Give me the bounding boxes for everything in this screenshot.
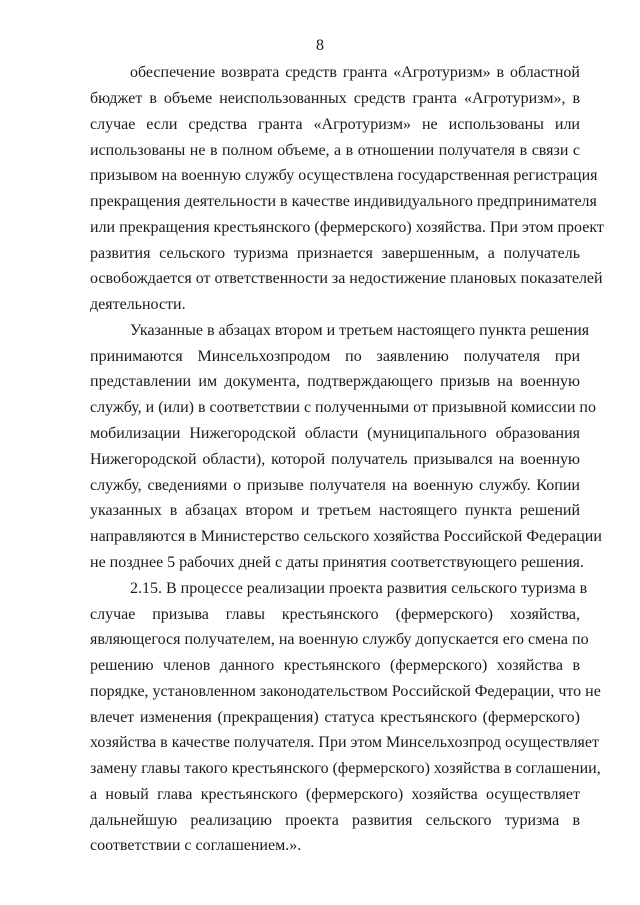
text-line: представлении им документа, подтверждающего призыв на военную xyxy=(90,373,580,390)
text-line: указанных в абзацах втором и третьем настоящего пункта решений xyxy=(90,502,580,519)
text-line: случае призыва главы крестьянского (фермерского) хозяйства, xyxy=(90,606,580,623)
text-line: службу, и (или) в соответствии с полученными от призывной комиссии по xyxy=(90,399,596,416)
text-line: или прекращения крестьянского (фермерского) хозяйства. При этом проект xyxy=(90,219,604,236)
text-line: являющегося получателем, на военную службу допускается его смена по xyxy=(90,631,589,648)
text-line: 2.15. В процессе реализации проекта развития сельского туризма в xyxy=(130,580,588,597)
text-line: освобождается от ответственности за недостижение плановых показателей xyxy=(90,270,603,287)
text-line: деятельности. xyxy=(90,296,186,313)
text-line: дальнейшую реализацию проекта развития сельского туризма в xyxy=(90,812,580,829)
text-line: направляются в Министерство сельского хозяйства Российской Федерации xyxy=(90,528,602,545)
text-line: соответствии с соглашением.». xyxy=(90,837,302,854)
text-line: случае если средства гранта «Агротуризм» не использованы или xyxy=(90,116,580,133)
text-line: Нижегородской области), которой получатель призывался на военную xyxy=(90,451,580,468)
text-line: Указанные в абзацах втором и третьем настоящего пункта решения xyxy=(130,322,590,339)
text-line: службу, сведениями о призыве получателя на военную службу. Копии xyxy=(90,477,580,494)
page-number: 8 xyxy=(316,37,324,54)
text-line: прекращения деятельности в качестве индивидуального предпринимателя xyxy=(90,193,597,210)
text-line: а новый глава крестьянского (фермерского) хозяйства осуществляет xyxy=(90,786,580,803)
text-line: решению членов данного крестьянского (фермерского) хозяйства в xyxy=(90,657,580,674)
text-line: не позднее 5 рабочих дней с даты принятия соответствующего решения. xyxy=(90,554,584,571)
text-line: развития сельского туризма признается завершенным, а получатель xyxy=(90,245,580,262)
text-line: принимаются Минсельхозпродом по заявлению получателя при xyxy=(90,348,580,365)
text-line: влечет изменения (прекращения) статуса крестьянского (фермерского) xyxy=(90,709,580,726)
text-line: замену главы такого крестьянского (фермерского) хозяйства в соглашении, xyxy=(90,760,601,777)
text-line: обеспечение возврата средств гранта «Агротуризм» в областной xyxy=(130,64,580,81)
text-line: бюджет в объеме неиспользованных средств гранта «Агротуризм», в xyxy=(90,90,580,107)
text-line: призывом на военную службу осуществлена государственная регистрация xyxy=(90,167,598,184)
text-line: порядке, установленном законодательством Российской Федерации, что не xyxy=(90,683,601,700)
text-line: мобилизации Нижегородской области (муниципального образования xyxy=(90,425,580,442)
text-line: использованы не в полном объеме, а в отношении получателя в связи с xyxy=(90,142,580,159)
text-line: хозяйства в качестве получателя. При этом Минсельхозпрод осуществляет xyxy=(90,734,599,751)
